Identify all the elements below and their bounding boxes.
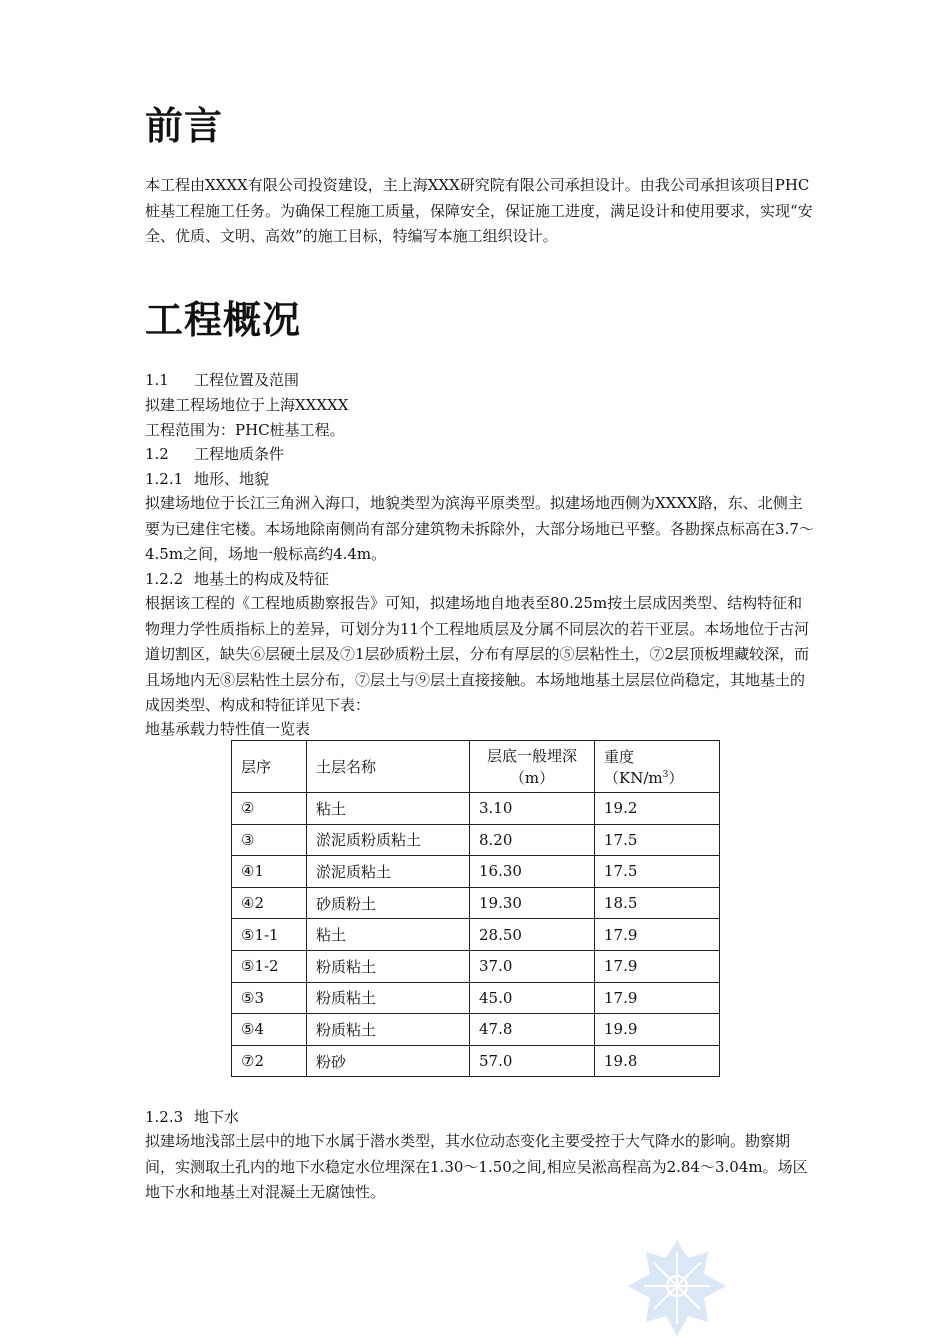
header-depth (470, 741, 595, 793)
table-row (232, 950, 720, 982)
cell-unit-weight: 19.9 (595, 1014, 720, 1046)
overview-heading: 工程概况 (145, 298, 302, 342)
cell-depth: 3.10 (470, 793, 595, 825)
cell-soil-name: 粘土 (307, 919, 470, 951)
header-weight-text: 重度（KN/m (604, 747, 663, 787)
section-number: 1.2.1 (145, 470, 184, 488)
section-1-2-2-heading (145, 567, 329, 591)
section-number: 1.2.3 (145, 1108, 184, 1126)
cell-layer: ② (232, 793, 307, 825)
header-depth-line1: 层底一般埋深 (486, 746, 577, 765)
header-weight-close: ） (668, 768, 684, 787)
section-number: 1.2 (145, 445, 169, 463)
section-1-2-3-heading (145, 1105, 239, 1129)
soil-paragraph: 根据该工程的《工程地质勘察报告》可知，拟建场地自地表至80.25m按土层成因类型、结构特征和物理力学性质指标上的差异，可划分为11个工程地质层及分属不同层次的若干亚层。本场地位于古河道切割区，缺失⑥层硬土层及⑦1层砂质粉土层，分布有厚层的⑤层粘性土，⑦2层顶板埋藏较深，而且场地内无⑧层粘性土层分布，⑦层土与⑨层土直接接触。本场地地基土层层位尚稳定，其地基土的成因类型、构成和特征详见下表： (145, 594, 810, 714)
cell-unit-weight: 18.5 (595, 887, 720, 919)
scope-text: 工程范围为：PHC桩基工程。 (145, 421, 345, 439)
table-header-row (232, 741, 720, 793)
snowflake-logo-icon (622, 1236, 732, 1340)
cell-unit-weight: 17.5 (595, 824, 720, 856)
cell-soil-name: 粉质粘土 (307, 1014, 470, 1046)
cell-unit-weight: 17.9 (595, 950, 720, 982)
cell-soil-name: 砂质粉土 (307, 887, 470, 919)
cell-soil-name: 淤泥质粘土 (307, 856, 470, 888)
cell-depth: 47.8 (470, 1014, 595, 1046)
cell-layer: ④1 (232, 856, 307, 888)
header-soil-name: 土层名称 (307, 741, 470, 793)
table-row (232, 919, 720, 951)
section-title: 地下水 (194, 1108, 240, 1126)
section-1-2-heading (145, 442, 284, 466)
header-weight-sup: 3 (662, 769, 669, 780)
table-row (232, 856, 720, 888)
section-title: 地形、地貌 (194, 470, 270, 488)
cell-layer: ⑤3 (232, 982, 307, 1014)
cell-soil-name: 淤泥质粉质粘土 (307, 824, 470, 856)
cell-unit-weight: 19.2 (595, 793, 720, 825)
section-1-2-1-heading (145, 467, 269, 491)
section-number: 1.2.2 (145, 570, 184, 588)
terrain-paragraph: 拟建场地位于长江三角洲入海口，地貌类型为滨海平原类型。拟建场地西侧为XXXX路，东、北侧主要为已建住宅楼。本场地除南侧尚有部分建筑物未拆除外，大部分场地已平整。各勘探点标高在3.7～4.5m之间，场地一般标高约4.4m。 (145, 494, 814, 563)
cell-depth: 45.0 (470, 982, 595, 1014)
site-location-text: 拟建工程场地位于上海XXXXX (145, 396, 349, 414)
cell-depth: 37.0 (470, 950, 595, 982)
cell-unit-weight: 17.9 (595, 982, 720, 1014)
cell-soil-name: 粉砂 (307, 1045, 470, 1077)
cell-layer: ③ (232, 824, 307, 856)
section-number: 1.1 (145, 371, 169, 389)
cell-depth: 16.30 (470, 856, 595, 888)
cell-soil-name: 粘土 (307, 793, 470, 825)
header-depth-line2: （m） (509, 768, 555, 787)
cell-soil-name: 粉质粘土 (307, 982, 470, 1014)
preface-heading: 前言 (145, 104, 224, 148)
header-layer: 层序 (232, 741, 307, 793)
cell-depth: 57.0 (470, 1045, 595, 1077)
table-row (232, 824, 720, 856)
table-row (232, 887, 720, 919)
table-row (232, 1045, 720, 1077)
cell-unit-weight: 19.8 (595, 1045, 720, 1077)
header-unit-weight (595, 741, 720, 793)
cell-depth: 28.50 (470, 919, 595, 951)
bearing-capacity-table (231, 740, 720, 1077)
section-title: 地基土的构成及特征 (194, 570, 330, 588)
cell-layer: ⑤4 (232, 1014, 307, 1046)
preface-paragraph: 本工程由XXXX有限公司投资建设，主上海XXX研究院有限公司承担设计。由我公司承担该项目PHC桩基工程施工任务。为确保工程施工质量，保障安全，保证施工进度，满足设计和使用要求，实现“安全、优质、文明、高效”的施工目标，特编写本施工组织设计。 (145, 176, 813, 245)
cell-depth: 19.30 (470, 887, 595, 919)
table-caption: 地基承载力特性值一览表 (145, 720, 311, 738)
cell-unit-weight: 17.5 (595, 856, 720, 888)
cell-soil-name: 粉质粘土 (307, 950, 470, 982)
cell-layer: ⑤1-1 (232, 919, 307, 951)
table-body (232, 793, 720, 1077)
table-row (232, 793, 720, 825)
cell-depth: 8.20 (470, 824, 595, 856)
cell-layer: ⑤1-2 (232, 950, 307, 982)
cell-layer: ⑦2 (232, 1045, 307, 1077)
section-title: 工程地质条件 (194, 445, 285, 463)
table-row (232, 982, 720, 1014)
groundwater-paragraph: 拟建场地浅部土层中的地下水属于潜水类型，其水位动态变化主要受控于大气降水的影响。勘察期间，实测取土孔内的地下水稳定水位埋深在1.30～1.50之间,相应吴淞高程高为2.84～3.04m。场区地下水和地基土对混凝土无腐蚀性。 (145, 1132, 808, 1201)
cell-unit-weight: 17.9 (595, 919, 720, 951)
section-1-1-heading (145, 368, 299, 392)
section-title: 工程位置及范围 (194, 371, 300, 389)
cell-layer: ④2 (232, 887, 307, 919)
table-row (232, 1014, 720, 1046)
